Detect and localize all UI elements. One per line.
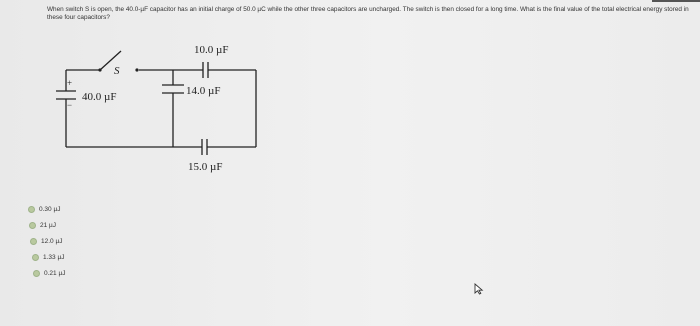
radio-icon[interactable] (30, 238, 37, 245)
minus-sign: − (67, 100, 73, 110)
choice-option-3[interactable] (30, 238, 62, 245)
arrow-cursor-icon (474, 283, 484, 295)
choice-option-1[interactable] (28, 206, 60, 213)
switch-pivot (98, 68, 101, 71)
choice-label: 0.30 µJ (39, 206, 61, 213)
radio-icon[interactable] (32, 254, 39, 261)
capacitor-40uF (56, 91, 76, 99)
c1-label: 40.0 µF (82, 91, 117, 103)
choice-label: 0.21 µJ (44, 270, 66, 277)
radio-icon[interactable] (29, 222, 36, 229)
choice-option-2[interactable] (29, 222, 56, 229)
choice-label: 1.33 µJ (43, 254, 65, 261)
choice-label: 12.0 µJ (41, 238, 63, 245)
question-text: When switch S is open, the 40.0-µF capacitor has an initial charge of 50.0 µC while the other three capacitors are uncharged. The switch is then closed for a long time. What is the final value of the total electrical energy stored in these four capacitors? (47, 6, 689, 21)
switch-contact (135, 68, 138, 71)
capacitor-10uF (203, 62, 208, 78)
switch-label: S (114, 65, 120, 77)
choice-option-4[interactable] (32, 254, 64, 261)
radio-icon[interactable] (28, 206, 35, 213)
capacitor-14uF (162, 85, 184, 93)
c2-label: 10.0 µF (194, 44, 229, 56)
plus-sign: + (67, 78, 73, 88)
radio-icon[interactable] (33, 270, 40, 277)
c4-label: 15.0 µF (188, 161, 223, 173)
choice-option-5[interactable] (33, 270, 65, 277)
capacitor-15uF (202, 139, 207, 155)
c3-label: 14.0 µF (186, 85, 221, 97)
choice-label: 21 µJ (40, 222, 57, 229)
